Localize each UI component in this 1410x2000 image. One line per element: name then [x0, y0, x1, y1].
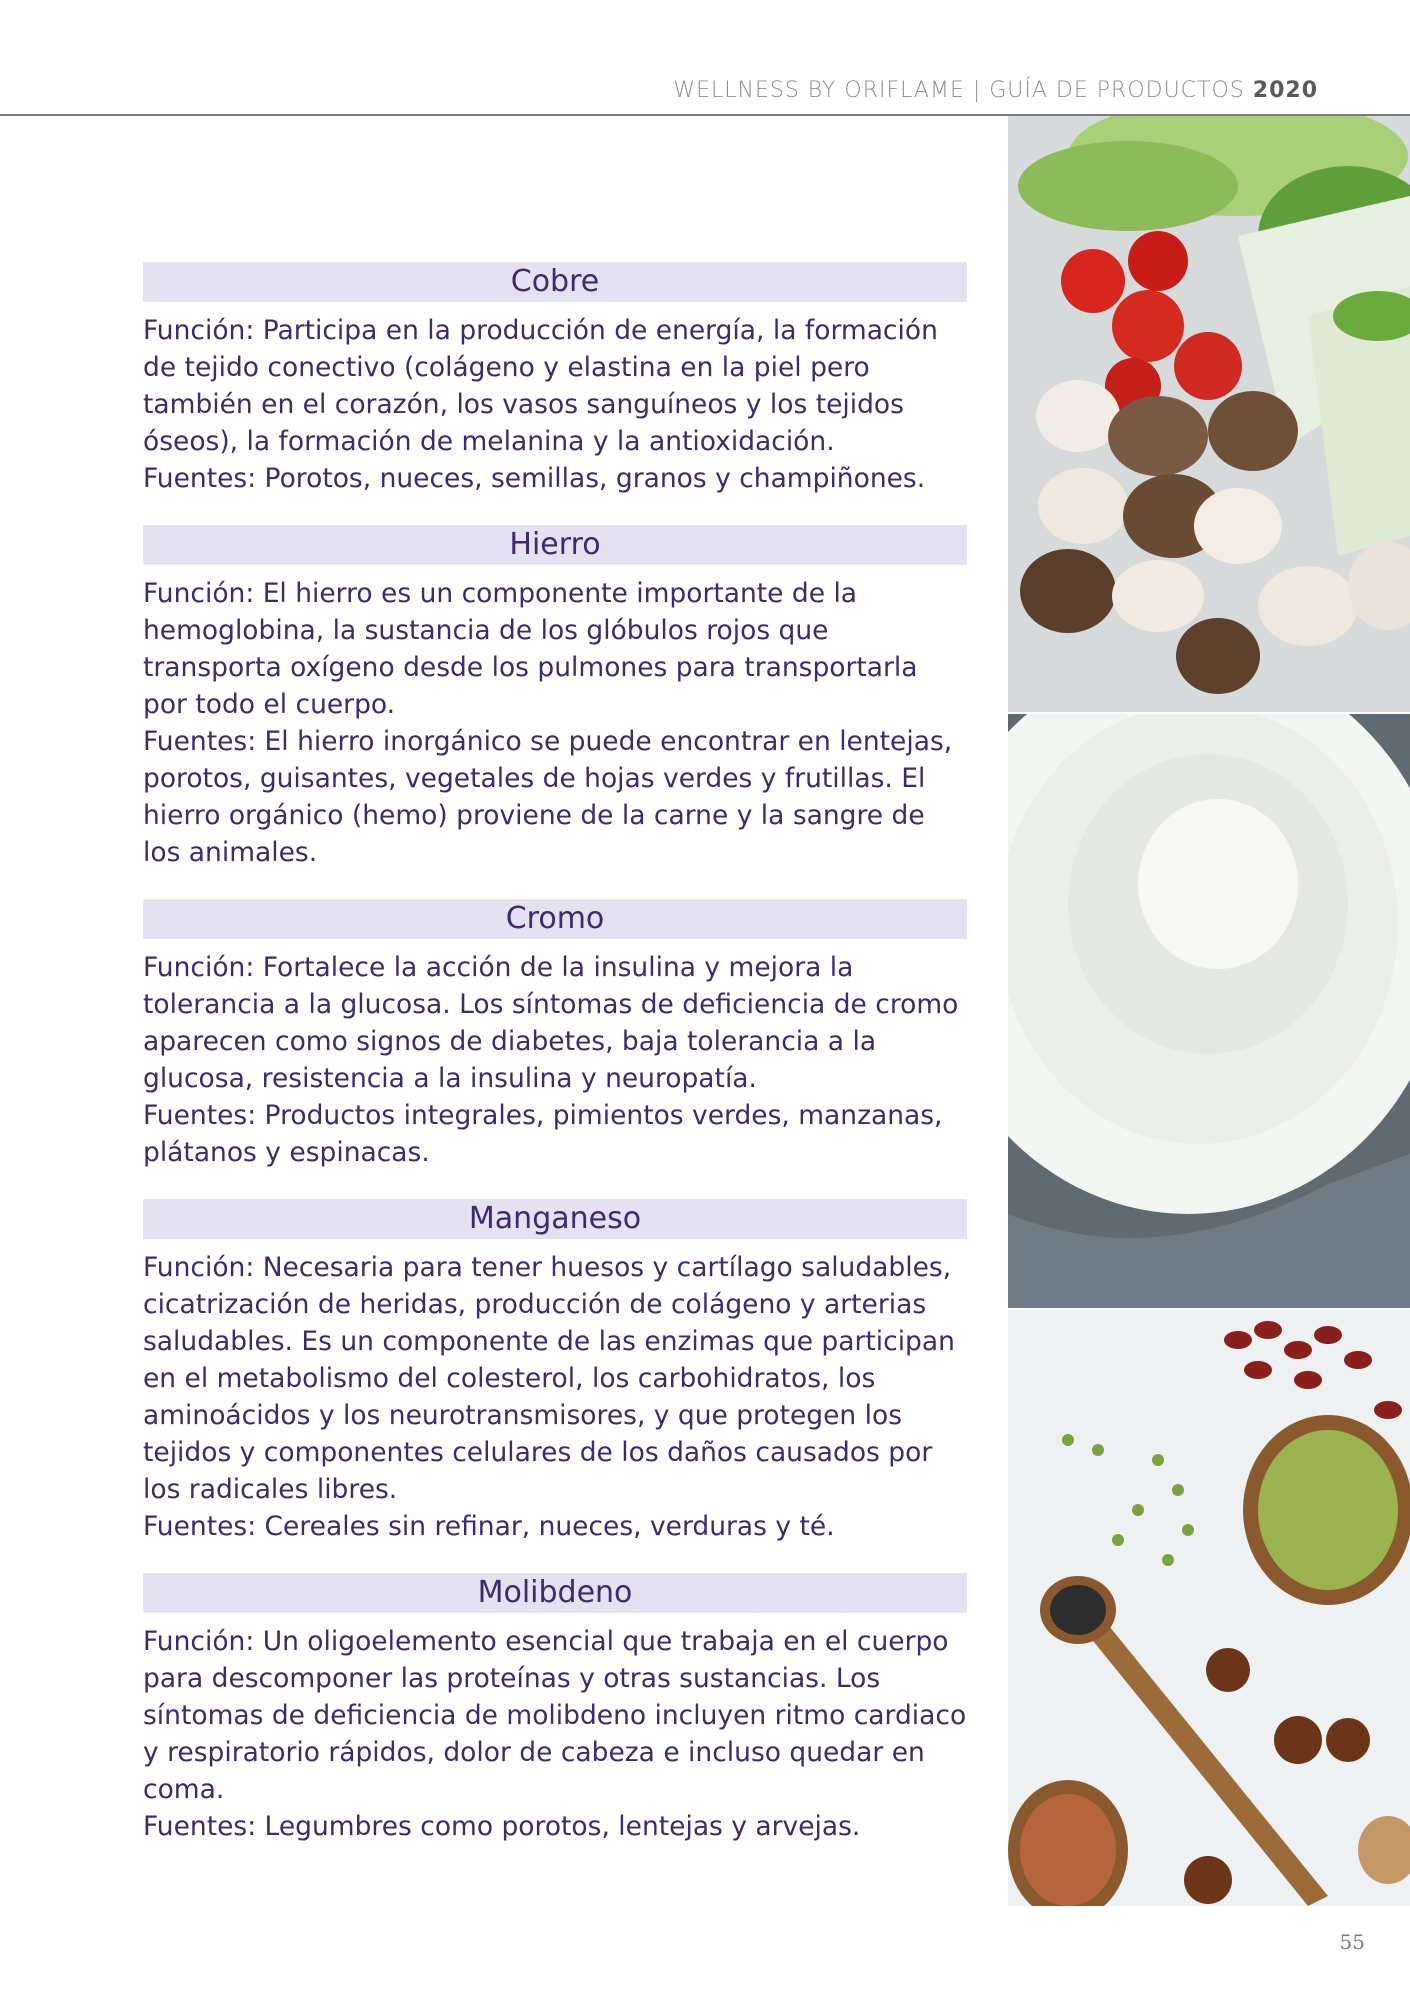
fuentes-body: Productos integrales, pimientos verdes, manzanas, plátanos y espinacas.: [143, 1100, 943, 1168]
funcion-text: [143, 1249, 967, 1508]
funcion-label: Función:: [143, 1252, 255, 1283]
funcion-text: [143, 1623, 967, 1808]
fuentes-body: El hierro inorgánico se puede encontrar en lentejas, porotos, guisantes, vegetales de hojas verdes y frutillas. El hierro orgánico (hemo) proviene de la carne y la sangre de los animales.: [143, 726, 953, 868]
header-title: WELLNESS BY ORIFLAME | GUÍA DE PRODUCTOS: [673, 78, 1245, 103]
header-year: 2020: [1252, 78, 1318, 103]
section-title: Cobre: [143, 262, 967, 302]
fuentes-label: Fuentes:: [143, 1511, 257, 1542]
running-header: [673, 78, 1318, 103]
minerals-content: [143, 262, 967, 1873]
fuentes-body: Legumbres como porotos, lentejas y arvejas.: [256, 1811, 861, 1842]
section-cobre: [143, 262, 967, 497]
funcion-label: Función:: [143, 1626, 255, 1657]
fuentes-label: Fuentes:: [143, 1811, 257, 1842]
section-cromo: [143, 899, 967, 1171]
fuentes-text: [143, 1808, 967, 1845]
funcion-label: Función:: [143, 952, 255, 983]
section-title: Hierro: [143, 525, 967, 565]
funcion-text: [143, 575, 967, 723]
section-title: Molibdeno: [143, 1573, 967, 1613]
fuentes-text: [143, 723, 967, 871]
section-molibdeno: [143, 1573, 967, 1845]
section-title: Cromo: [143, 899, 967, 939]
section-hierro: [143, 525, 967, 871]
fuentes-label: Fuentes:: [143, 463, 257, 494]
funcion-body: Un oligoelemento esencial que trabaja en el cuerpo para descomponer las proteínas y otras sustancias. Los síntomas de deficiencia de molibdeno incluyen ritmo cardiaco y respiratorio rápidos, dolor de cabeza e incluso quedar en coma.: [143, 1626, 967, 1805]
fuentes-text: [143, 1097, 967, 1171]
vegetables-photo: [1008, 116, 1410, 712]
fuentes-text: [143, 460, 967, 497]
funcion-body: Necesaria para tener huesos y cartílago saludables, cicatrización de heridas, producción de colágeno y arterias saludables. Es un componente de las enzimas que participan en el metabolismo del colesterol, los carbohidratos, los aminoácidos y los neurotransmisores, y que protegen los tejidos y componentes celulares de los daños causados por los radicales libres.: [143, 1252, 955, 1505]
funcion-body: Participa en la producción de energía, la formación de tejido conectivo (colágeno y elastina en la piel pero también en el corazón, los vasos sanguíneos y los tejidos óseos), la formación de melanina y la antioxidación.: [143, 315, 938, 457]
funcion-text: [143, 312, 967, 460]
section-manganeso: [143, 1199, 967, 1545]
fuentes-label: Fuentes:: [143, 726, 257, 757]
funcion-body: El hierro es un componente importante de la hemoglobina, la sustancia de los glóbulos rojos que transporta oxígeno desde los pulmones para transportarla por todo el cuerpo.: [143, 578, 918, 720]
fuentes-body: Cereales sin refinar, nueces, verduras y té.: [256, 1511, 835, 1542]
funcion-label: Función:: [143, 578, 255, 609]
yogurt-photo: [1008, 714, 1410, 1308]
section-title: Manganeso: [143, 1199, 967, 1239]
fuentes-label: Fuentes:: [143, 1100, 257, 1131]
funcion-text: [143, 949, 967, 1097]
page-number: 55: [1339, 1930, 1365, 1954]
funcion-label: Función:: [143, 315, 255, 346]
fuentes-body: Porotos, nueces, semillas, granos y champiñones.: [256, 463, 926, 494]
fuentes-text: [143, 1508, 967, 1545]
legumes-photo: [1008, 1310, 1410, 1906]
funcion-body: Fortalece la acción de la insulina y mejora la tolerancia a la glucosa. Los síntomas de deficiencia de cromo aparecen como signos de diabetes, baja tolerancia a la glucosa, resistencia a la insulina y neuropatía.: [143, 952, 959, 1094]
